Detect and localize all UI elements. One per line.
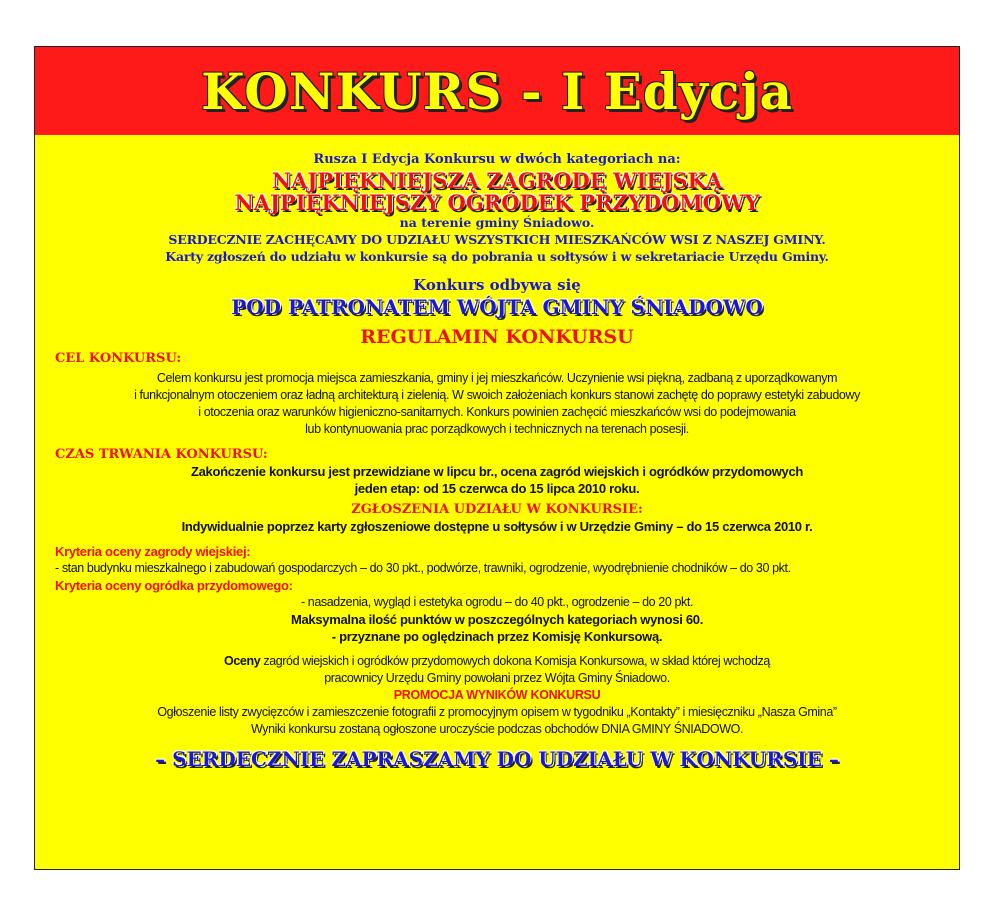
rules-title: REGULAMIN KONKURSU [360, 326, 634, 348]
duration-line: jeden etap: od 15 czerwca do 15 lipca 2010 roku. [354, 481, 640, 496]
patronage-text: POD PATRONATEM WÓJTA GMINY ŚNIADOWO [231, 295, 763, 319]
poster-content [35, 135, 959, 772]
title-banner [35, 47, 959, 135]
promo-line-1: Ogłoszenie listy zwycięzców i zamieszczenie fotografii z promocyjnym opisem w tygodniku „Kontakty” i miesięczniku „Nasza Gmina” [157, 705, 837, 719]
goal-line: i otoczenia oraz warunków higieniczno-sanitarnych. Konkurs powinien zachęcić mieszkańców wsi do podejmowania [198, 405, 796, 419]
criteria-farm-heading: Kryteria oceny zagrody wiejskiej: [55, 544, 251, 559]
goal-line: Celem konkursu jest promocja miejsca zamieszkania, gminy i jej mieszkańców. Uczynienie wsi piękną, zadbaną z uporządkowanym [156, 371, 838, 385]
entries-text: Indywidualnie poprzez karty zgłoszeniowe dostępne u sołtysów i w Urzędzie Gminy – do 15 czerwca 2010 r. [181, 519, 813, 534]
ratings-rest: zagród wiejskich i ogródków przydomowych dokona Komisja Konkursowa, w skład której wchodzą [260, 654, 770, 668]
held-text: Konkurs odbywa się [413, 276, 581, 294]
ratings-line [55, 653, 939, 670]
entries-heading: ZGŁOSZENIA UDZIAŁU W KONKURSIE: [351, 502, 643, 517]
awarded-text: - przyznane po oględzinach przez Komisję Konkursową. [331, 629, 663, 644]
max-points-text: Maksymalna ilość punktów w poszczególnych kategoriach wynosi 60. [290, 612, 704, 627]
poster [34, 46, 960, 870]
duration-line: Zakończenie konkursu jest przewidziane w lipcu br., ocena zagród wiejskich i ogródków przydomowych [190, 464, 804, 479]
goal-line: i funkcjonalnym otoczeniem oraz ładną architekturą i zielenią. W swoich założeniach konkurs stanowi zachętę do poprawy estetyki zabudowy [134, 388, 860, 402]
promo-line-2: Wyniki konkursu zostaną ogłoszone uroczyście podczas obchodów DNIA GMINY ŚNIADOWO. [250, 722, 744, 736]
cards-text: Karty zgłoszeń do udziału w konkursie są do pobrania u sołtysów i w sekretariacie Urzędu Gminy. [165, 249, 829, 264]
criteria-garden-text: - nasadzenia, wygląd i estetyka ogrodu – do 40 pkt., ogrodzenie – do 20 pkt. [300, 595, 694, 609]
area-text: na terenie gminy Śniadowo. [399, 215, 595, 230]
poster-title: KONKURS - I Edycja [201, 61, 793, 121]
duration-heading: CZAS TRWANIA KONKURSU: [55, 447, 268, 462]
promo-heading: PROMOCJA WYNIKÓW KONKURSU [393, 688, 601, 702]
category-farm: NAJPIĘKNIEJSZĄ ZAGRODĘ WIEJSKĄ [271, 168, 723, 193]
closing-text: – SERDECZNIE ZAPRASZAMY DO UDZIAŁU W KONKURSIE – [155, 747, 839, 771]
goal-heading: CEL KONKURSU: [55, 351, 182, 366]
encourage-text: SERDECZNIE ZACHĘCAMY DO UDZIAŁU WSZYSTKICH MIESZKAŃCÓW WSI Z NASZEJ GMINY. [168, 232, 826, 247]
goal-paragraph [55, 370, 939, 438]
ratings-bold: Oceny [224, 654, 261, 668]
ratings-line-2: pracownicy Urzędu Gminy powołani przez Wójta Gminy Śniadowo. [324, 671, 670, 685]
goal-line: lub kontynuowania prac porządkowych i technicznych na terenach posesji. [305, 422, 689, 436]
criteria-garden-heading: Kryteria oceny ogródka przydomowego: [55, 578, 293, 593]
criteria-farm-text: - stan budynku mieszkalnego i zabudowań gospodarczych – do 30 pkt., podwórze, trawniki, ogrodzenie, wyodrębnienie chodników – do 30 pkt. [55, 561, 791, 575]
intro-text: Rusza I Edycja Konkursu w dwóch kategoriach na: [313, 152, 681, 167]
category-garden: NAJPIĘKNIEJSZY OGRÓDEK PRZYDOMOWY [234, 190, 760, 215]
